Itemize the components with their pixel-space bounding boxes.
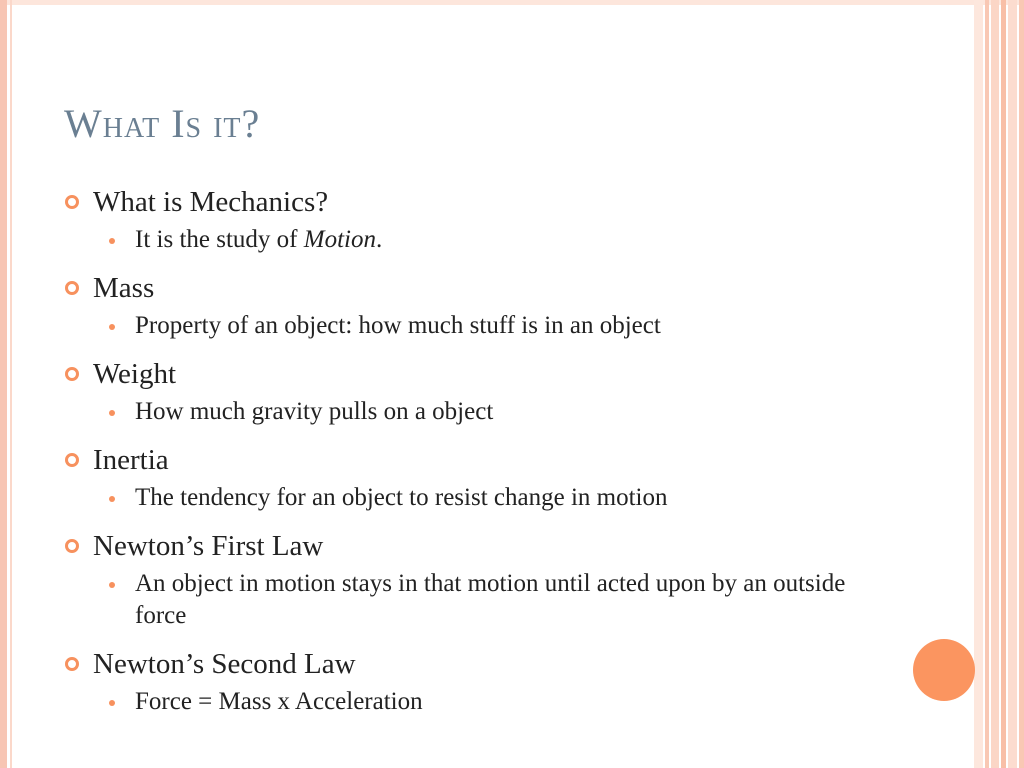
- dot-bullet-icon: [109, 324, 115, 330]
- bullet-list: [62, 180, 902, 728]
- dot-bullet-icon: [109, 496, 115, 502]
- sub-bullet-text: It is the study of: [135, 226, 304, 253]
- sub-bullet-suffix: .: [375, 226, 383, 253]
- bullet-label: What is Mechanics?: [93, 186, 329, 218]
- bullet-label: Mass: [93, 272, 155, 304]
- sub-bullet-item: [62, 482, 902, 514]
- ring-bullet-icon: [65, 367, 79, 381]
- ring-bullet-icon: [65, 453, 79, 467]
- dot-bullet-icon: [109, 410, 115, 416]
- sub-bullet-item: [62, 310, 902, 342]
- bullet-item: [62, 438, 902, 482]
- orange-circle-decoration: [913, 639, 975, 701]
- sub-bullet-text: Property of an object: how much stuff is in an object: [135, 312, 661, 339]
- ring-bullet-icon: [65, 657, 79, 671]
- left-border-inner: [10, 0, 12, 768]
- bullet-item: [62, 180, 902, 224]
- bullet-label: Newton’s Second Law: [93, 648, 356, 680]
- bullet-item: [62, 524, 902, 568]
- ring-bullet-icon: [65, 539, 79, 553]
- top-border: [0, 0, 1024, 5]
- right-stripe-decoration: [974, 0, 1024, 768]
- dot-bullet-icon: [109, 238, 115, 244]
- bullet-item: [62, 266, 902, 310]
- bullet-label: Inertia: [93, 444, 169, 476]
- sub-bullet-item: [62, 224, 902, 256]
- bullet-label: Newton’s First Law: [93, 530, 324, 562]
- bullet-item: [62, 352, 902, 396]
- sub-bullet-text: Force = Mass x Acceleration: [135, 688, 423, 715]
- sub-bullet-item: [62, 568, 855, 632]
- sub-bullet-text: How much gravity pulls on a object: [135, 398, 494, 425]
- left-border: [0, 0, 7, 768]
- sub-bullet-item: [62, 396, 902, 428]
- bullet-label: Weight: [93, 358, 177, 390]
- sub-bullet-item: [62, 686, 902, 718]
- sub-bullet-text: An object in motion stays in that motion until acted upon by an outside force: [135, 570, 846, 629]
- dot-bullet-icon: [109, 582, 115, 588]
- bullet-item: [62, 642, 902, 686]
- ring-bullet-icon: [65, 281, 79, 295]
- ring-bullet-icon: [65, 195, 79, 209]
- emphasis-text: Motion: [303, 226, 376, 253]
- slide-title: What Is it?: [64, 101, 261, 146]
- sub-bullet-text: The tendency for an object to resist change in motion: [135, 484, 668, 511]
- dot-bullet-icon: [109, 700, 115, 706]
